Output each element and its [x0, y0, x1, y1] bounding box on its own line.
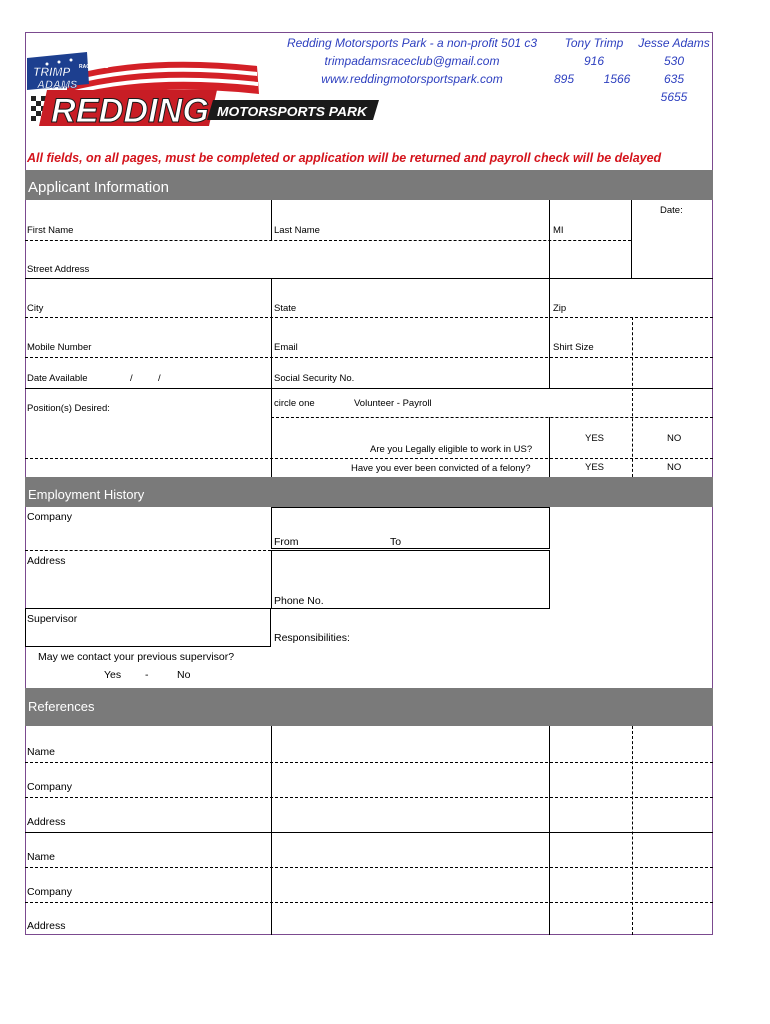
last-name-field[interactable]: Last Name — [274, 225, 320, 236]
circle-one-label: circle one — [274, 398, 315, 409]
logo-trimp-text: TRIMP — [33, 65, 71, 79]
warning-text: All fields, on all pages, must be completed or application will be returned and payroll check will be delayed — [27, 151, 662, 165]
volunteer-payroll-option[interactable]: Volunteer - Payroll — [354, 398, 432, 409]
state-field[interactable]: State — [274, 303, 297, 314]
street-address-field[interactable]: Street Address — [27, 264, 90, 275]
from-to-box — [271, 507, 550, 549]
email-field[interactable]: Email — [274, 342, 298, 353]
logo-adams-text: ADAMS — [37, 79, 78, 91]
phone-field[interactable]: Phone No. — [274, 595, 324, 607]
contact-supervisor-question: May we contact your previous supervisor? — [38, 651, 235, 663]
reference2-company-field[interactable]: Company — [27, 886, 72, 898]
contact-dash: - — [145, 669, 149, 681]
company-field[interactable]: Company — [27, 511, 72, 523]
date-slash-2: / — [158, 373, 161, 384]
employer-address-field[interactable]: Address — [27, 555, 66, 567]
logo-motorsports-text: MOTORSPORTS PARK — [217, 104, 369, 119]
contact2-area: 530 — [663, 54, 685, 68]
felony-no-option[interactable]: NO — [667, 462, 682, 473]
mi-field[interactable]: MI — [553, 225, 564, 236]
reference1-name-field[interactable]: Name — [27, 746, 56, 758]
reference1-address-field[interactable]: Address — [27, 816, 66, 828]
org-website[interactable]: www.reddingmotorsportspark.com — [321, 72, 503, 86]
shirt-size-field[interactable]: Shirt Size — [553, 342, 594, 353]
reference1-company-field[interactable]: Company — [27, 781, 72, 793]
contact1-line: 1566 — [603, 72, 631, 86]
first-name-field[interactable]: First Name — [27, 225, 74, 236]
contact2-line: 5655 — [660, 90, 688, 104]
employment-section-header — [25, 477, 713, 507]
felony-yes-option[interactable]: YES — [585, 462, 605, 473]
responsibilities-field[interactable]: Responsibilities: — [274, 632, 350, 644]
contact2-prefix: 635 — [663, 72, 685, 86]
org-line: Redding Motorsports Park - a non-profit 501 c3 — [286, 36, 538, 50]
org-email[interactable]: trimpadamsraceclub@gmail.com — [324, 54, 500, 68]
employment-heading: Employment History — [28, 487, 145, 502]
city-field[interactable]: City — [27, 303, 44, 314]
to-field[interactable]: To — [390, 536, 402, 548]
zip-field[interactable]: Zip — [553, 303, 567, 314]
from-field[interactable]: From — [274, 536, 299, 548]
reference2-address-field[interactable]: Address — [27, 920, 66, 932]
supervisor-field[interactable]: Supervisor — [27, 613, 78, 625]
contact1-area: 916 — [583, 54, 605, 68]
contact1-name: Tony Trimp — [564, 36, 624, 50]
date-slash-1: / — [130, 373, 133, 384]
applicant-section-header — [25, 170, 713, 200]
eligible-no-option[interactable]: NO — [667, 433, 682, 444]
eligible-question: Are you Legally eligible to work in US? — [370, 444, 533, 455]
eligible-yes-option[interactable]: YES — [585, 433, 605, 444]
contact-no-option[interactable]: No — [177, 669, 191, 681]
contact1-prefix: 895 — [553, 72, 575, 86]
ssn-field[interactable]: Social Security No. — [274, 373, 355, 384]
date-available-field[interactable]: Date Available — [27, 373, 88, 384]
references-section-header — [25, 688, 713, 726]
applicant-heading: Applicant Information — [28, 179, 169, 196]
logo-club-text: RACE CLUB — [79, 64, 109, 70]
felony-question: Have you ever been convicted of a felony? — [351, 463, 531, 474]
mobile-number-field[interactable]: Mobile Number — [27, 342, 92, 353]
logo-redding-text: REDDING — [51, 92, 209, 128]
positions-desired-label: Position(s) Desired: — [27, 403, 110, 414]
contact-yes-option[interactable]: Yes — [104, 669, 122, 681]
reference2-name-field[interactable]: Name — [27, 851, 56, 863]
contact2-name: Jesse Adams — [638, 36, 710, 50]
references-heading: References — [28, 699, 95, 714]
date-label: Date: — [660, 205, 683, 216]
